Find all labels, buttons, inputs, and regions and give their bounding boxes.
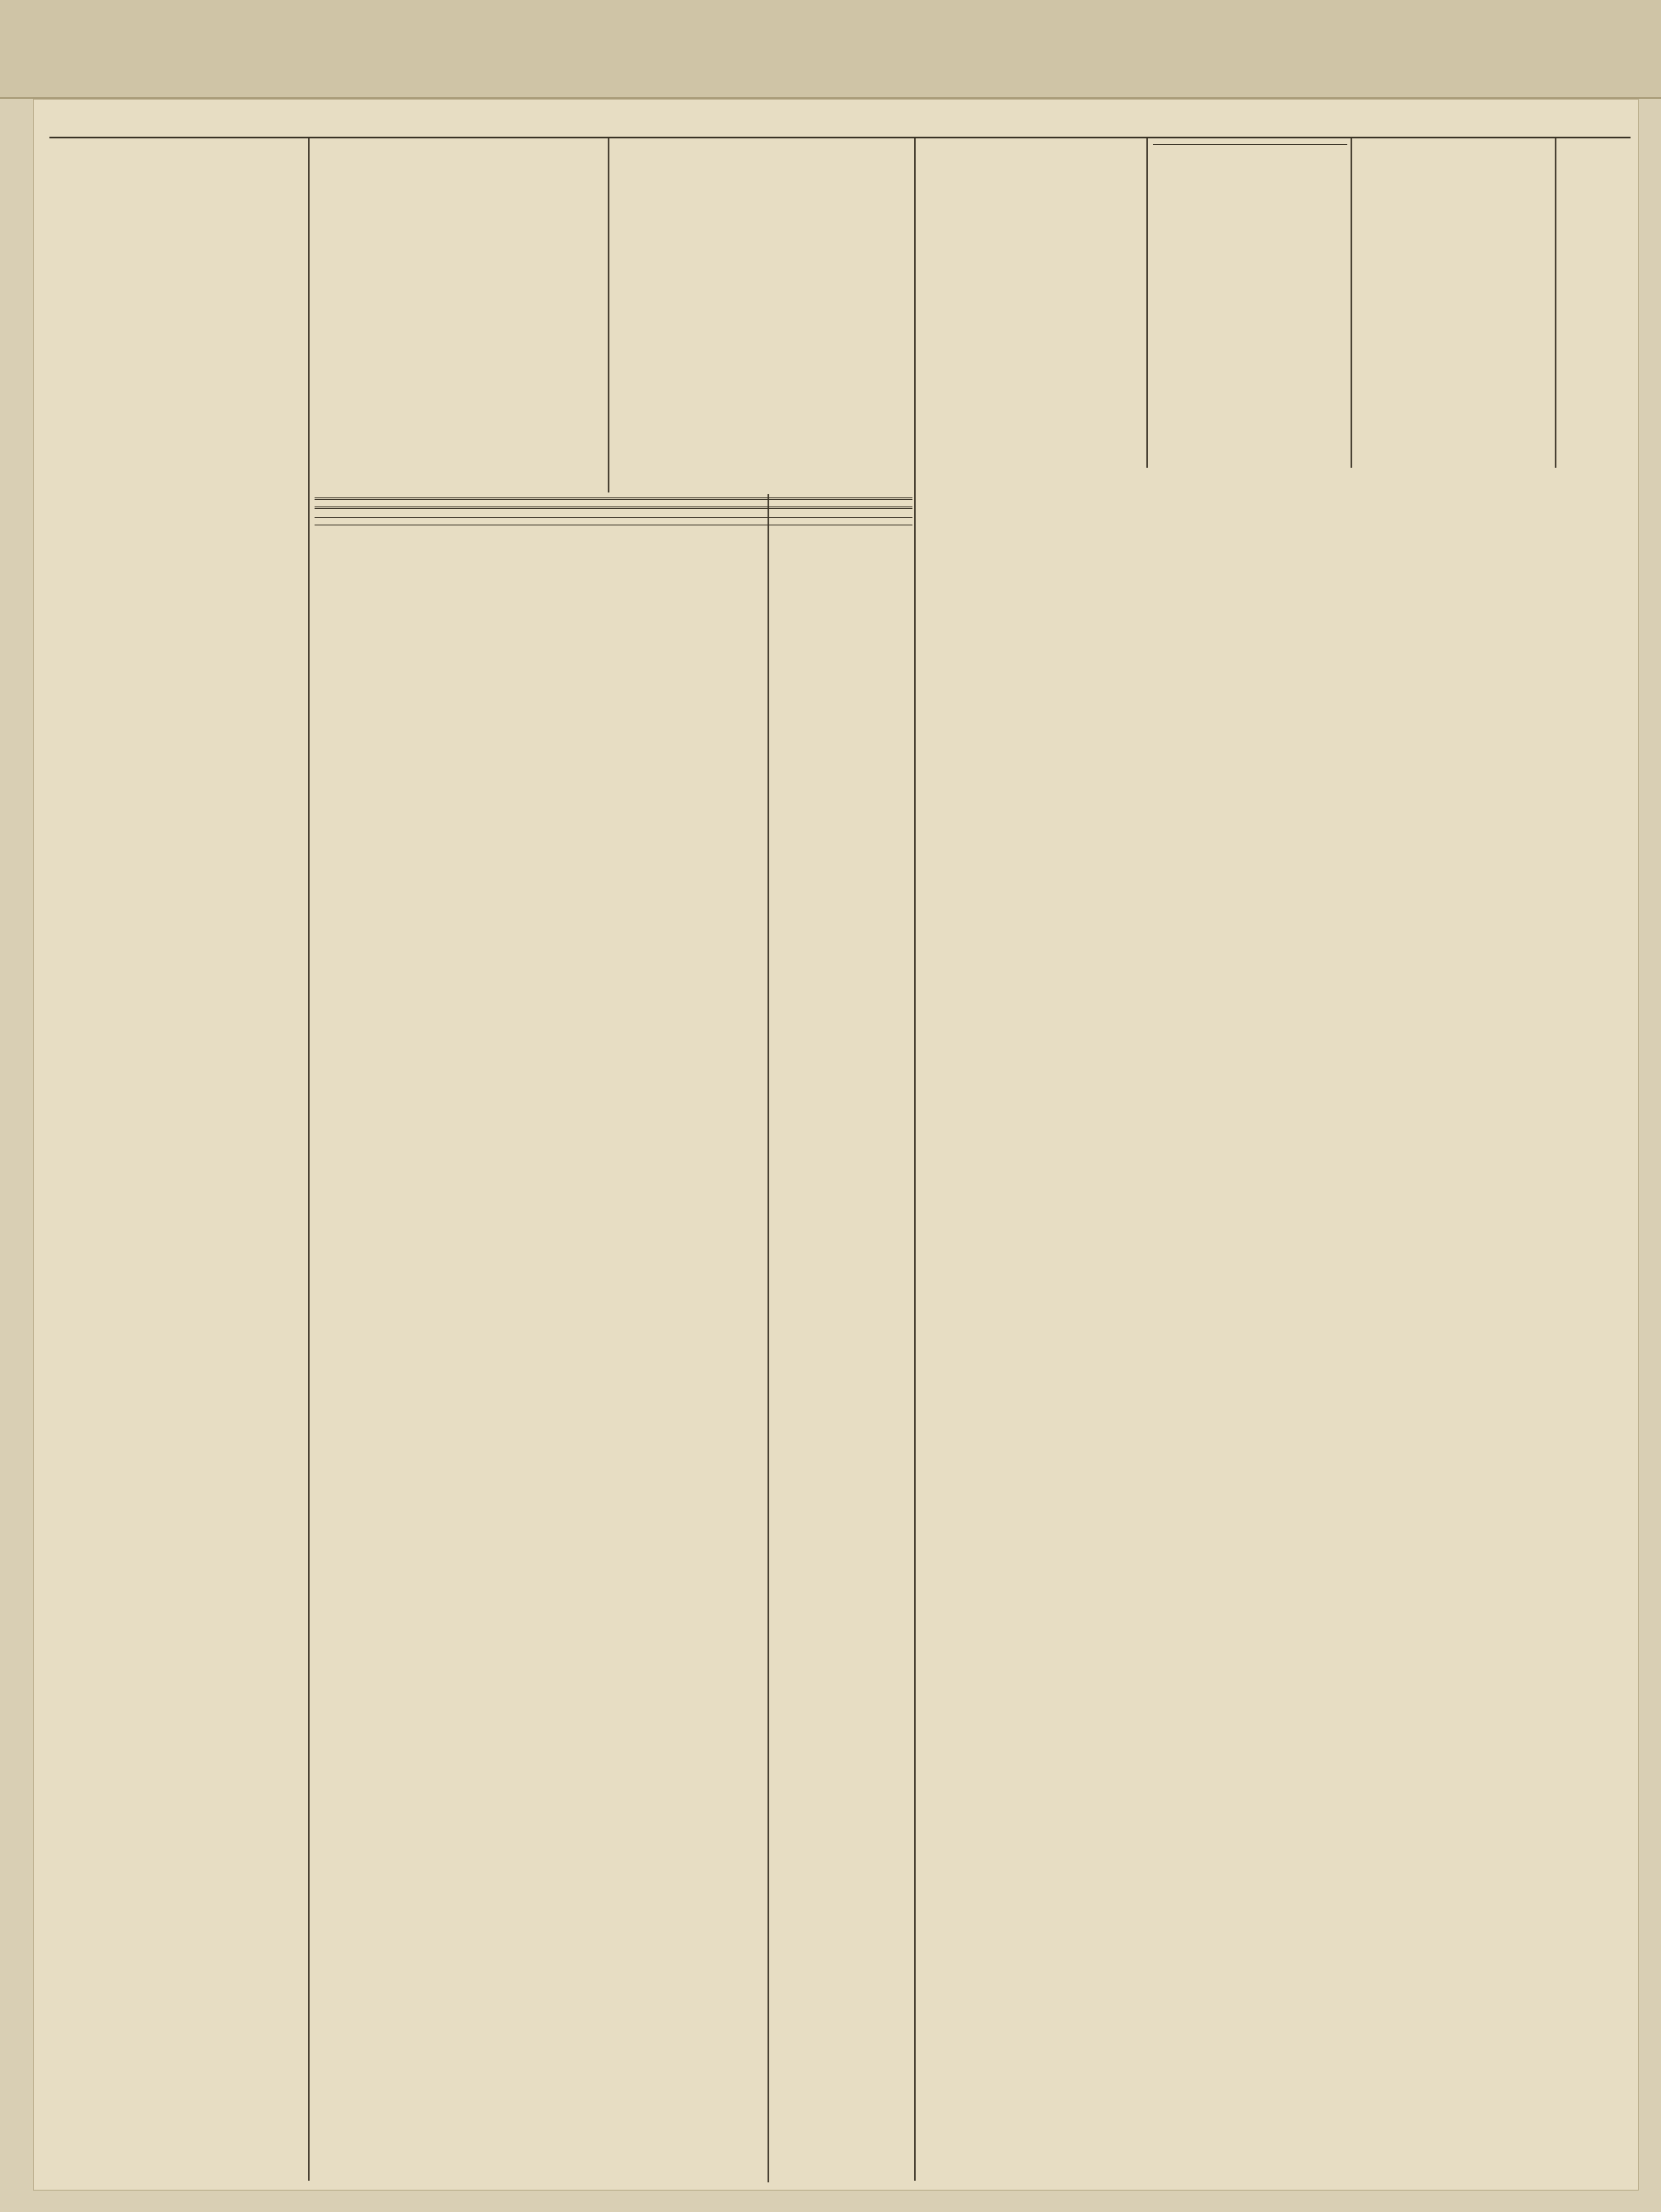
article-commesso xyxy=(1357,142,1551,463)
article-fastest-ship xyxy=(48,142,303,2184)
sport-section xyxy=(315,497,912,525)
column-rule xyxy=(768,494,769,2182)
greyhound-races xyxy=(1153,142,1347,471)
article-fastest-ship-end xyxy=(614,142,911,488)
dispatch-note xyxy=(315,517,912,525)
column-rule xyxy=(608,138,609,492)
sport-article xyxy=(315,684,763,2182)
sport-banner xyxy=(315,497,912,509)
greyhound-headline xyxy=(1153,142,1347,145)
article-fastest-ship-continued xyxy=(315,142,603,488)
column-rule xyxy=(914,138,916,2181)
column-rule xyxy=(1555,138,1556,468)
column-rule xyxy=(1351,138,1352,468)
column-rule xyxy=(1146,138,1148,468)
scan-top-border xyxy=(0,0,1661,99)
page-header xyxy=(49,104,1631,138)
column-rule xyxy=(308,138,310,2181)
notiziario xyxy=(1153,474,1347,598)
sport-column xyxy=(921,142,1143,2184)
